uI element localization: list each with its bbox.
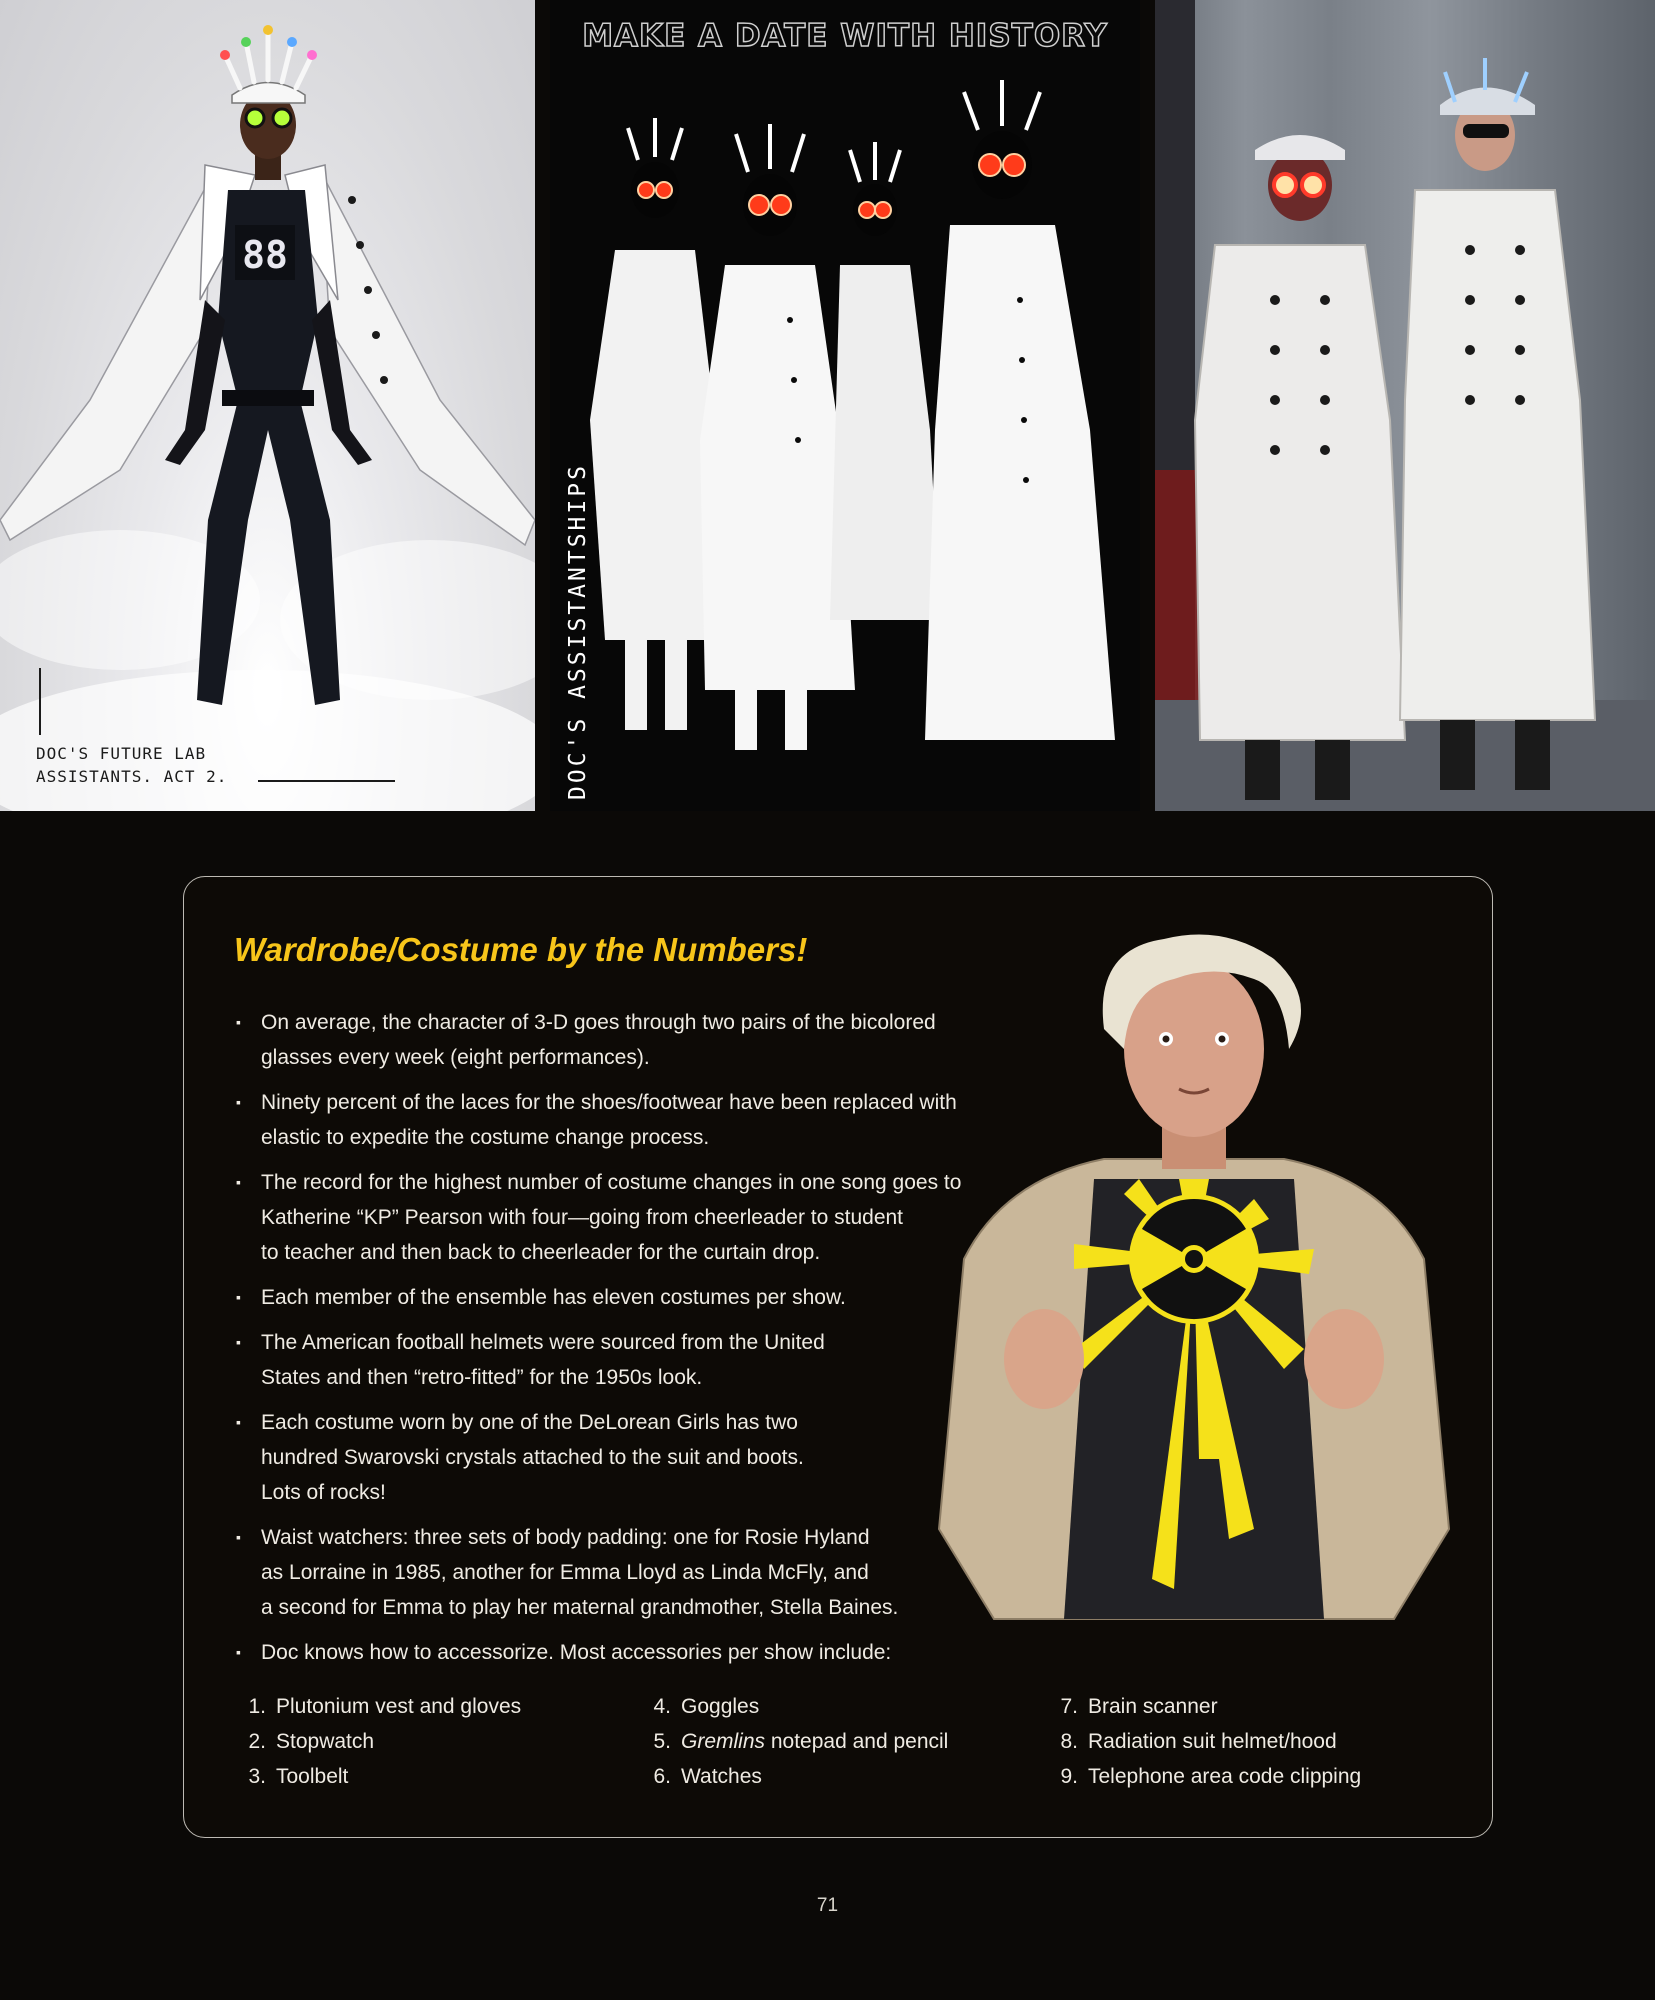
bullet-icon: ▪ — [236, 1014, 241, 1030]
fact-item — [236, 1635, 1076, 1670]
fact-line: The record for the highest number of costume changes in one song goes to — [261, 1171, 962, 1194]
fact-line: glasses every week (eight performances). — [261, 1046, 650, 1069]
photo-person-right — [1400, 58, 1595, 790]
bullet-icon: ▪ — [236, 1529, 241, 1545]
accessory-label: Brain scanner — [1088, 1695, 1218, 1718]
accessory-number: 3. — [248, 1765, 266, 1788]
sketch-caption-line-2: ASSISTANTS. ACT 2. — [36, 767, 228, 786]
shirt-digits: 88 — [242, 233, 288, 277]
poster-figure-4 — [925, 80, 1115, 740]
accessory-item — [641, 1724, 948, 1759]
sketch-caption — [36, 742, 227, 788]
accessory-label: Toolbelt — [276, 1765, 349, 1788]
accessory-label: Radiation suit helmet/hood — [1088, 1730, 1337, 1753]
costume-facts-box — [183, 876, 1493, 1838]
accessory-item — [641, 1689, 948, 1724]
fact-line: Waist watchers: three sets of body padding: one for Rosie Hyland — [261, 1526, 870, 1549]
accessory-number: 8. — [1060, 1730, 1078, 1753]
bullet-icon: ▪ — [236, 1174, 241, 1190]
accessory-number: 7. — [1060, 1695, 1078, 1718]
accessories-column-3 — [1048, 1689, 1361, 1794]
poster-figures — [550, 0, 1140, 811]
poster-title: MAKE A DATE WITH HISTORY — [582, 18, 1108, 54]
costume-photo-image — [1155, 0, 1655, 811]
accessory-label: Goggles — [681, 1695, 760, 1718]
accessory-item — [641, 1759, 948, 1794]
fact-line: The American football helmets were sourced from the United — [261, 1331, 825, 1354]
accessories-column-2 — [641, 1689, 948, 1794]
accessory-label: Telephone area code clipping — [1088, 1765, 1362, 1788]
accessories-column-1 — [236, 1689, 521, 1794]
accessory-number: 4. — [653, 1695, 671, 1718]
accessory-item — [236, 1689, 521, 1724]
doc-portrait-image — [924, 929, 1464, 1639]
bullet-icon: ▪ — [236, 1094, 241, 1110]
box-title: Wardrobe/Costume by the Numbers! — [234, 931, 808, 968]
accessory-item — [236, 1759, 521, 1794]
fact-line: Each costume worn by one of the DeLorean Girls has two — [261, 1411, 798, 1434]
fact-line: Ninety percent of the laces for the shoes/footwear have been replaced with — [261, 1091, 957, 1114]
assistants-poster-image — [550, 0, 1140, 811]
fact-line: On average, the character of 3-D goes through two pairs of the bicolored — [261, 1011, 936, 1034]
fact-line: Doc knows how to accessorize. Most accessories per show include: — [261, 1641, 892, 1664]
poster-figure-3 — [830, 142, 940, 620]
accessory-item — [1048, 1759, 1361, 1794]
poster-figure-2 — [700, 124, 855, 750]
bullet-icon: ▪ — [236, 1414, 241, 1430]
costume-photo-figures — [1155, 0, 1655, 811]
accessory-number: 2. — [248, 1730, 266, 1753]
lab-assistant-sketch-figure — [0, 0, 535, 811]
accessory-number: 1. — [248, 1695, 266, 1718]
page-number: 71 — [816, 1895, 839, 1916]
accessory-item — [1048, 1689, 1361, 1724]
fact-line: States and then “retro-fitted” for the 1950s look. — [261, 1366, 703, 1389]
fact-line: to teacher and then back to cheerleader for the curtain drop. — [261, 1241, 821, 1264]
fact-line: Lots of rocks! — [261, 1481, 386, 1504]
bullet-icon: ▪ — [236, 1644, 241, 1660]
accessory-italic-title: Gremlins — [681, 1730, 766, 1753]
accessory-label: Stopwatch — [276, 1730, 375, 1753]
bullet-icon: ▪ — [236, 1334, 241, 1350]
fact-line: hundred Swarovski crystals attached to the suit and boots. — [261, 1446, 804, 1469]
costume-sketch-image — [0, 0, 535, 811]
accessory-number: 6. — [653, 1765, 671, 1788]
accessory-number: 5. — [653, 1730, 671, 1753]
fact-line: a second for Emma to play her maternal grandmother, Stella Baines. — [261, 1596, 899, 1619]
accessory-item — [236, 1724, 521, 1759]
accessory-label: Watches — [681, 1765, 762, 1788]
fact-line: Katherine “KP” Pearson with four—going from cheerleader to student — [261, 1206, 904, 1229]
fact-line: elastic to expedite the costume change process. — [261, 1126, 710, 1149]
accessory-label: Plutonium vest and gloves — [276, 1695, 522, 1718]
photo-person-left — [1195, 135, 1405, 800]
accessory-number: 9. — [1060, 1765, 1078, 1788]
poster-side-text: DOC'S ASSISTANTSHIPS — [565, 463, 591, 800]
accessory-item — [1048, 1724, 1361, 1759]
accessory-label: notepad and pencil — [765, 1730, 949, 1753]
fact-line: as Lorraine in 1985, another for Emma Lloyd as Linda McFly, and — [261, 1561, 869, 1584]
bullet-icon: ▪ — [236, 1289, 241, 1305]
sketch-caption-line-1: DOC'S FUTURE LAB — [36, 744, 207, 763]
fact-line: Each member of the ensemble has eleven costumes per show. — [261, 1286, 846, 1309]
